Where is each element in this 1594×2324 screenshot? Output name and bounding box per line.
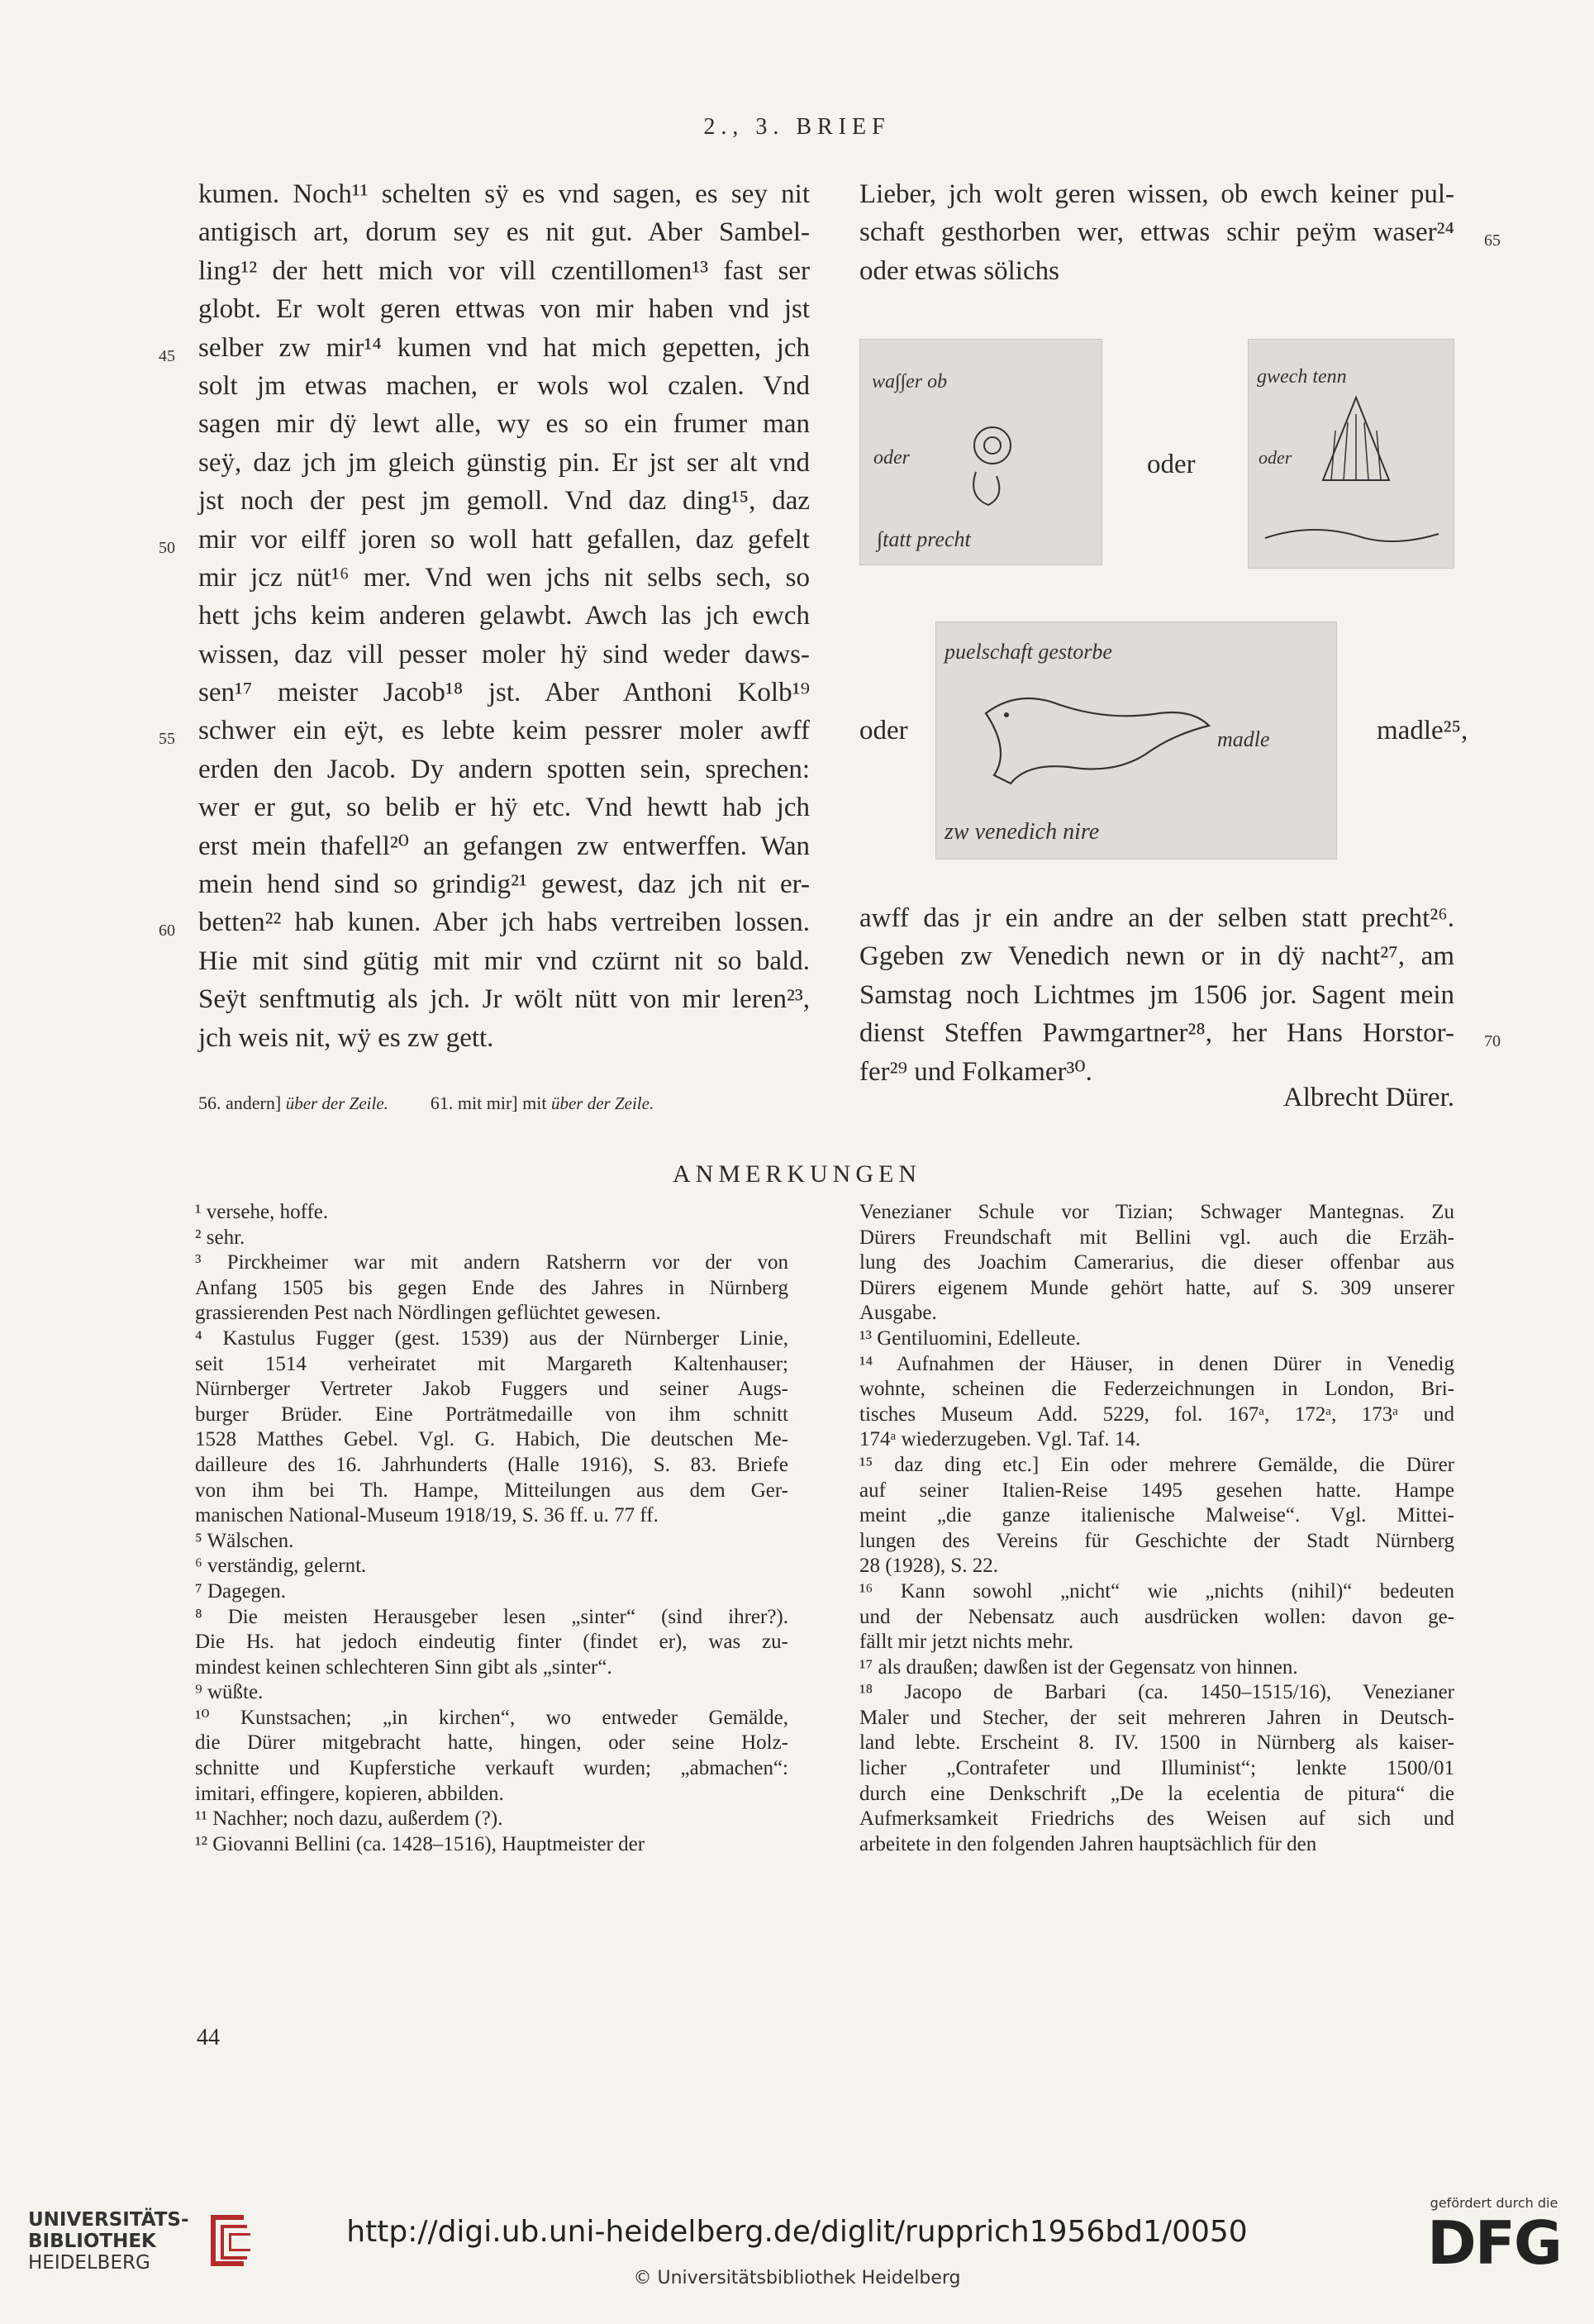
line-text: ling¹² der hett mich vor vill czentillomen¹³ fast ser: [198, 255, 810, 286]
line-number: 60: [159, 922, 175, 941]
sketch-word: madle: [1217, 727, 1270, 751]
pen-sketch-brush: [1248, 339, 1454, 569]
line-text: sen¹⁷ meister Jacob¹⁸ jst. Aber Anthoni Kolb¹⁹: [198, 678, 810, 708]
logo-text-line: HEIDELBERG: [28, 2252, 150, 2274]
note-line: meint „die ganze italienische Malweise“. Vgl. Mittei-: [859, 1504, 1454, 1527]
text-line: [198, 827, 810, 865]
sketch-word: zw venedich nire: [945, 819, 1100, 845]
line-text: jch weis nit, wÿ es zw gett.: [198, 1022, 494, 1053]
brush-sketch-drawing: [1249, 340, 1454, 568]
signature: Albrecht Dürer.: [1282, 1083, 1454, 1112]
note-line: tisches Museum Add. 5229, fol. 167ᵃ, 172ᵃ, 173ᵃ und: [859, 1402, 1454, 1426]
note-line: Venezianer Schule vor Tizian; Schwager Mantegnas. Zu: [859, 1201, 1454, 1223]
text-line: [198, 1019, 810, 1057]
running-header: 2., 3. BRIEF: [703, 114, 891, 140]
textual-variants: [198, 1093, 826, 1114]
sketch-word: ∫tatt precht: [877, 527, 971, 551]
rose-sketch-drawing: [860, 340, 1102, 564]
note-line: 1528 Matthes Gebel. Vgl. G. Habich, Die deutschen Me-: [195, 1428, 788, 1451]
note-line: mindest keinen schlechteren Sinn gibt als „sinter“.: [195, 1655, 612, 1679]
line-text: wissen, daz vill pesser moler hÿ sind weder daws-: [198, 639, 810, 669]
line-number: 55: [159, 730, 175, 749]
letter-text-right-column-top: [859, 175, 1501, 290]
line-text: mir jcz nüt¹⁶ mer. Vnd wen jchs nit selbs sech, so: [198, 562, 810, 593]
note-line: ⁴ Kastulus Fugger (gest. 1539) aus der Nürnberger Linie,: [195, 1326, 788, 1350]
note-line: schnitte und Kupferstiche verkauft wurden; „abmachen“:: [195, 1757, 788, 1780]
line-text: Hie mit sind gütig mit mir vnd czürnt nit so bald.: [198, 945, 810, 976]
line-text: awff das jr ein andre an der selben statt precht²⁶.: [859, 903, 1454, 933]
note-line: Maler und Stecher, der seit mehreren Jahren in Deutsch-: [859, 1706, 1454, 1729]
note-line: imitari, effingere, kopieren, abbilden.: [195, 1782, 504, 1805]
line-number: 65: [1484, 231, 1501, 250]
variant-a-italic: über der Zeile.: [285, 1093, 388, 1113]
note-line: dailleure des 16. Jahrhunderts (Halle 1916), S. 83. Briefe: [195, 1453, 788, 1476]
text-line: [198, 213, 810, 251]
copyright-text: © Universitätsbibliothek Heidelberg: [633, 2268, 961, 2288]
line-text: schwer ein eÿt, es lebte keim pessrer moler awff: [198, 716, 810, 746]
line-number: 45: [159, 346, 175, 365]
sketch-word: gwech tenn: [1257, 366, 1347, 388]
line-text: selber zw mir¹⁴ kumen vnd hat mich gepetten, jch: [198, 332, 810, 363]
note-line: ² sehr.: [195, 1226, 245, 1249]
note-line: ⁹ wüßte.: [195, 1681, 264, 1704]
text-line: [198, 367, 810, 405]
note-line: und der Nebensatz auch ausdrücken wollen: davon ge-: [859, 1605, 1454, 1628]
note-line: ¹² Giovanni Bellini (ca. 1428–1516), Hauptmeister der: [195, 1832, 645, 1855]
note-line: arbeitete in den folgenden Jahren hauptsächlich für den: [859, 1832, 1317, 1855]
pen-sketch-rose: [859, 339, 1102, 565]
note-line: burger Brüder. Eine Porträtmedaille von ihm schnitt: [195, 1402, 788, 1426]
text-line: [159, 712, 810, 750]
note-line: durch eine Denkschrift „De la ecelentia de pitura“ die: [859, 1782, 1454, 1805]
line-text: sagen mir dÿ lewt alle, wy es so ein frumer man: [198, 409, 810, 440]
note-line: ¹⁶ Kann sowohl „nicht“ wie „nichts (nihil)“ bedeuten: [859, 1579, 1454, 1603]
note-line: ¹⁵ daz ding etc.] Ein oder mehrere Gemälde, die Dürer: [859, 1453, 1454, 1476]
text-line: [198, 980, 810, 1018]
oder-label: oder: [859, 716, 908, 745]
text-line: [198, 559, 810, 597]
notes-right-column: [859, 1200, 1454, 1857]
dog-sketch-drawing: [936, 622, 1336, 859]
note-line: Anfang 1505 bis gegen Ende des Jahres in Nürnberg: [195, 1276, 788, 1299]
text-line: [198, 252, 810, 290]
line-text: Ggeben zw Venedich newn or in dÿ nacht²⁷, am: [859, 941, 1454, 972]
note-line: lungen des Vereins für Geschichte der Stadt Nürnberg: [859, 1529, 1454, 1552]
letter-text-left-column: [159, 175, 810, 1057]
oder-label: oder: [1147, 450, 1196, 479]
line-text: Seÿt senftmutig als jch. Jr wölt nütt von mir leren²³,: [198, 984, 810, 1015]
note-line: 174ᵃ wiederzugeben. Vgl. Taf. 14.: [859, 1428, 1141, 1451]
text-line: [198, 482, 810, 520]
text-line: [859, 976, 1454, 1014]
note-line: ¹⁸ Jacopo de Barbari (ca. 1450–1515/16), Venezianer: [859, 1681, 1454, 1704]
note-line: licher „Contrafeter und Illuminist“; lenkte 1500/01: [859, 1757, 1454, 1780]
text-line: [859, 937, 1454, 975]
dfg-logo[interactable]: [1420, 2195, 1568, 2278]
note-line: lung des Joachim Camerarius, die dieser offenbar aus: [859, 1251, 1454, 1274]
text-line: [159, 521, 810, 559]
section-title-anmerkungen: ANMERKUNGEN: [673, 1160, 921, 1188]
note-line: fällt mir jetzt nichts mehr.: [859, 1631, 1073, 1654]
note-line: ¹³ Gentiluomini, Edelleute.: [859, 1326, 1081, 1350]
text-line: [859, 252, 1454, 290]
line-text: schaft gesthorben wer, ettwas schir peÿm waser²⁴: [859, 217, 1454, 248]
note-line: ¹⁰ Kunstsachen; „in kirchen“, wo entweder Gemälde,: [195, 1706, 788, 1729]
madle-label: madle²⁵,: [1377, 716, 1468, 745]
line-text: wer er gut, so belib er hÿ etc. Vnd hewtt hab jch: [198, 793, 810, 823]
note-line: von ihm bei Th. Hampe, Mitteilungen aus dem Ger-: [195, 1479, 788, 1502]
note-line: grassierenden Pest nach Nördlingen geflüchtet gewesen.: [195, 1302, 661, 1325]
note-line: manischen National-Museum 1918/19, S. 36 ff. u. 77 ff.: [195, 1504, 659, 1527]
note-line: ⁸ Die meisten Herausgeber lesen „sinter“ (sind ihrer?).: [195, 1605, 788, 1628]
line-text: oder etwas sölichs: [859, 255, 1059, 286]
line-text: fer²⁹ und Folkamer³⁰.: [859, 1056, 1092, 1087]
line-text: seÿ, daz jch jm gleich günstig pin. Er jst ser alt vnd: [198, 447, 810, 478]
note-line: 28 (1928), S. 22.: [859, 1555, 999, 1578]
line-number: 50: [159, 538, 175, 557]
note-line: ⁵ Wälschen.: [195, 1529, 294, 1552]
line-text: antigisch art, dorum sey es nit gut. Aber Sambel-: [198, 217, 810, 248]
note-line: ¹¹ Nachher; noch dazu, außerdem (?).: [195, 1807, 503, 1831]
line-text: mir vor eilff joren so woll hatt gefallen, daz gefelt: [198, 524, 810, 555]
page-number: 44: [197, 2025, 220, 2050]
sketch-word: puelschaft gestorbe: [945, 640, 1112, 664]
text-line: [859, 175, 1454, 213]
note-line: Nürnberger Vertreter Jakob Fuggers und seiner Augs-: [195, 1378, 788, 1401]
note-line: auf seiner Italien-Reise 1495 gesehen hatte. Hampe: [859, 1479, 1454, 1502]
variant-b: 61. mit mir] mit: [430, 1093, 547, 1113]
note-line: seit 1514 verheiratet mit Margareth Kaltenhauser;: [195, 1352, 788, 1375]
note-line: die Dürer mitgebracht hatte, hingen, oder seine Holz-: [195, 1731, 788, 1755]
note-line: ¹⁴ Aufnahmen der Häuser, in denen Dürer in Venedig: [859, 1352, 1454, 1375]
line-text: globt. Er wolt geren ettwas von mir haben vnd jst: [198, 294, 810, 325]
line-text: erst mein thafell²⁰ an gefangen zw entwerffen. Wan: [198, 831, 810, 861]
text-line: [198, 444, 810, 482]
note-line: Aufmerksamkeit Friedrichs des Weisen auf sich und: [859, 1807, 1454, 1831]
line-text: hett jchs keim anderen gelawbt. Awch las jch ewch: [198, 601, 810, 631]
text-line: [198, 788, 810, 826]
logo-text-line: BIBLIOTHEK: [28, 2231, 156, 2252]
text-line: [198, 175, 810, 213]
funded-by-text: gefördert durch die: [1430, 2195, 1558, 2211]
variant-b-italic: über der Zeile.: [550, 1093, 654, 1113]
note-line: Dürers eigenem Munde gehört hatte, auf S. 309 unserer: [859, 1276, 1454, 1299]
note-line: ¹ versehe, hoffe.: [195, 1201, 329, 1223]
line-text: kumen. Noch¹¹ schelten sÿ es vnd sagen, es sey nit: [198, 179, 810, 209]
variant-a: 56. andern]: [198, 1093, 282, 1113]
note-line: wohnte, scheinen die Federzeichnungen in London, Bri-: [859, 1378, 1454, 1401]
line-text: betten²² hab kunen. Aber jch habs vertreiben lossen.: [198, 907, 810, 938]
line-text: mein hend sind so grindig²¹ gewest, daz jch nit er-: [198, 869, 810, 900]
source-url-link[interactable]: http://digi.ub.uni-heidelberg.de/diglit/rupprich1956bd1/0050: [346, 2215, 1248, 2249]
text-line: [198, 405, 810, 443]
text-line: [159, 329, 810, 367]
sketch-word: oder: [873, 447, 910, 469]
text-line: [859, 899, 1454, 937]
sketch-word: wa∫∫er ob: [872, 371, 948, 393]
text-line: [859, 213, 1501, 251]
notes-left-column: [195, 1200, 788, 1857]
line-text: jst noch der pest jm gemoll. Vnd daz ding¹⁵, daz: [198, 486, 810, 517]
note-line: ⁶ verständig, gelernt.: [195, 1555, 367, 1578]
note-line: Die Hs. hat jedoch eindeutig finter (findet er), was zu-: [195, 1631, 788, 1654]
line-text: Samstag noch Lichtmes jm 1506 jor. Sagent mein: [859, 979, 1454, 1010]
text-line: [198, 290, 810, 328]
pen-sketch-dog: [935, 621, 1337, 860]
sketch-word: oder: [1259, 447, 1292, 468]
text-line: [198, 750, 810, 788]
note-line: land lebte. Erscheint 8. IV. 1500 in Nürnberg als kaiser-: [859, 1731, 1454, 1755]
note-line: Dürers Freundschaft mit Bellini vgl. auch die Erzäh-: [859, 1226, 1454, 1249]
text-line: [198, 597, 810, 635]
line-text: solt jm etwas machen, er wols wol czalen. Vnd: [198, 370, 810, 401]
dfg-wordmark: DFG: [1426, 2208, 1562, 2278]
line-text: dienst Steffen Pawmgartner²⁸, her Hans Horstor-: [859, 1018, 1454, 1049]
note-line: ³ Pirckheimer war mit andern Ratsherrn vor der von: [195, 1251, 788, 1274]
letter-text-right-column-bottom: [859, 899, 1501, 1091]
text-line: [198, 865, 810, 903]
text-line: [859, 1014, 1501, 1052]
text-line: [198, 942, 810, 980]
line-text: Lieber, jch wolt geren wissen, ob ewch keiner pul-: [859, 179, 1454, 209]
text-line: [159, 903, 810, 941]
text-line: [198, 636, 810, 674]
note-line: ⁷ Dagegen.: [195, 1579, 287, 1603]
line-number: 70: [1484, 1032, 1501, 1051]
logo-text-line: UNIVERSITÄTS-: [28, 2209, 189, 2231]
note-line: ¹⁷ als draußen; dawßen ist der Gegensatz von hinnen.: [859, 1655, 1298, 1679]
note-line: Ausgabe.: [859, 1302, 937, 1325]
text-line: [198, 674, 810, 712]
line-text: erden den Jacob. Dy andern spotten sein, sprechen:: [198, 754, 810, 784]
